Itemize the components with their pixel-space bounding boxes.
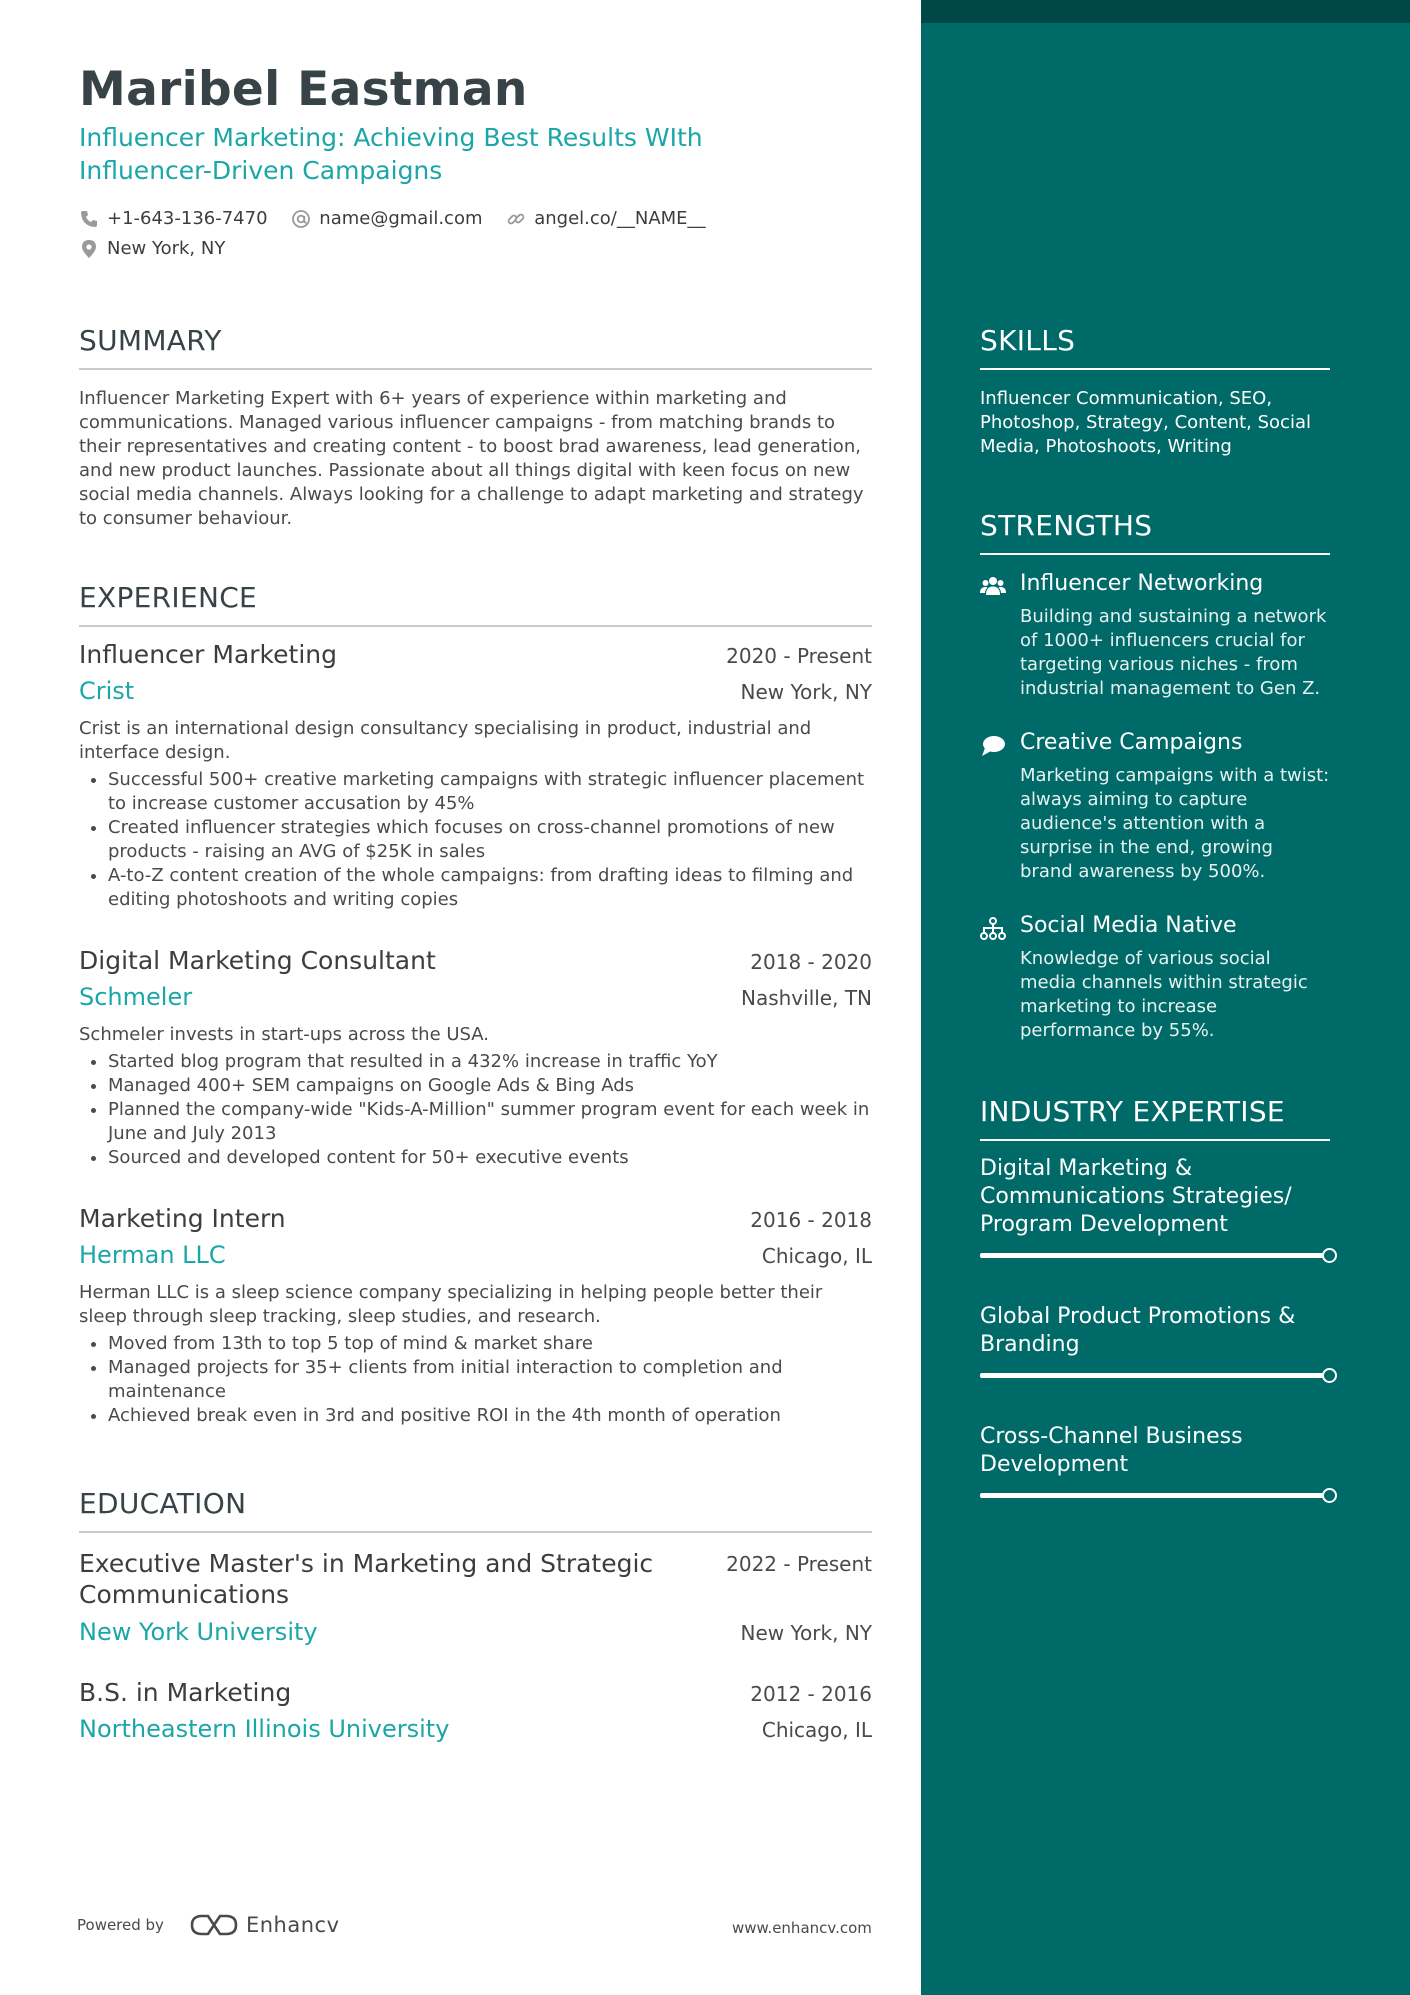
strength-item [980, 912, 1330, 1043]
company-description: Herman LLC is a sleep science company specializing in helping people better their sleep through sleep tracking, sleep studies, and research. [79, 1282, 823, 1327]
phone-text: +1-643-136-7470 [107, 208, 268, 229]
footer-branding[interactable] [77, 1912, 340, 1938]
candidate-name: Maribel Eastman [79, 62, 528, 117]
company-name: Crist [79, 677, 135, 705]
job-dates: 2020 - Present [726, 644, 872, 668]
skills-heading: SKILLS [980, 324, 1330, 370]
strengths-heading: STRENGTHS [980, 509, 1330, 555]
strength-title: Creative Campaigns [1020, 730, 1243, 755]
job-title: Influencer Marketing [79, 640, 337, 669]
job-dates: 2016 - 2018 [750, 1208, 872, 1232]
job-title: Digital Marketing Consultant [79, 946, 436, 975]
job-dates: 2018 - 2020 [750, 950, 872, 974]
strength-description: Knowledge of various social media channels within strategic marketing to increase performance by 55%. [1020, 948, 1308, 1041]
company-name: Herman LLC [79, 1241, 226, 1269]
expertise-level-knob [1322, 1488, 1337, 1503]
strength-item [980, 729, 1330, 884]
expertise-level-knob [1322, 1368, 1337, 1383]
company-description: Crist is an international design consultancy specialising in product, industrial and interface design. [79, 718, 812, 763]
company-description: Schmeler invests in start-ups across the USA. [79, 1024, 490, 1045]
achievement-list [79, 1332, 872, 1428]
achievement-item: • Successful 500+ creative marketing campaigns with strategic influencer placement to increase customer accusation by 45% [108, 768, 872, 816]
expertise-level-bar [980, 1373, 1330, 1378]
contact-info [79, 206, 839, 266]
footer-website[interactable]: www.enhancv.com [732, 1919, 872, 1937]
company-name: Schmeler [79, 983, 193, 1011]
job-location: Chicago, IL [761, 1244, 872, 1268]
experience-entry [79, 1204, 872, 1428]
industry-expertise-heading: INDUSTRY EXPERTISE [980, 1095, 1330, 1141]
job-location: New York, NY [740, 680, 872, 704]
strength-item [980, 570, 1330, 701]
achievement-item: • A-to-Z content creation of the whole campaigns: from drafting ideas to filming and editing photoshoots and writing copies [108, 864, 872, 912]
location-pin-icon [79, 239, 99, 259]
experience-entry [79, 946, 872, 1170]
expertise-level-knob [1322, 1248, 1337, 1263]
strength-description: Marketing campaigns with a twist: always aiming to capture audience's attention with a surprise in the end, growing brand awareness by 500%. [1020, 765, 1330, 882]
expertise-level-bar [980, 1253, 1330, 1258]
education-heading: EDUCATION [79, 1487, 872, 1533]
enhancv-logo-icon [190, 1912, 238, 1938]
expertise-item [980, 1155, 1336, 1258]
strength-title: Influencer Networking [1020, 571, 1264, 596]
achievement-item: • Created influencer strategies which focuses on cross-channel promotions of new products - raising an AVG of $25K in sales [108, 816, 872, 864]
achievement-item: • Managed projects for 35+ clients from initial interaction to completion and maintenance [108, 1356, 872, 1404]
achievement-item: • Started blog program that resulted in a 432% increase in traffic YoY [108, 1050, 872, 1074]
expertise-title: Global Product Promotions & Branding [980, 1304, 1296, 1357]
achievement-item: • Sourced and developed content for 50+ executive events [108, 1146, 872, 1170]
expertise-level-bar [980, 1493, 1330, 1498]
network-icon [980, 916, 1006, 942]
expertise-title: Cross-Channel Business Development [980, 1424, 1243, 1477]
expertise-item [980, 1303, 1336, 1378]
strength-title: Social Media Native [1020, 913, 1237, 938]
powered-by-label: Powered by [77, 1916, 164, 1934]
achievement-item: • Achieved break even in 3rd and positive ROI in the 4th month of operation [108, 1404, 872, 1428]
summary-text: Influencer Marketing Expert with 6+ years of experience within marketing and communications. Managed various influencer campaigns - from matching brands to their representatives and creating content - to boost brad awareness, lead generation, and new product launches. Passionate about all things digital with keen focus on new social media channels. Always looking for a challenge to adapt marketing and strategy to consumer behaviour. [79, 388, 864, 529]
school-location: New York, NY [740, 1621, 872, 1645]
phone-icon [79, 209, 99, 229]
speech-bubble-icon [980, 733, 1006, 759]
strength-description: Building and sustaining a network of 1000+ influencers crucial for targeting various niches - from industrial management to Gen Z. [1020, 606, 1327, 699]
contact-location [79, 236, 225, 261]
job-location: Nashville, TN [740, 986, 872, 1010]
contact-link[interactable] [506, 206, 705, 231]
achievement-item: • Planned the company-wide "Kids-A-Million" summer program event for each week in June and July 2013 [108, 1098, 872, 1146]
sidebar-top-band [921, 0, 1410, 23]
achievement-list [79, 768, 872, 912]
school-name: New York University [79, 1618, 318, 1646]
achievement-item: • Managed 400+ SEM campaigns on Google Ads & Bing Ads [108, 1074, 872, 1098]
contact-phone[interactable] [79, 206, 268, 231]
summary-heading: SUMMARY [79, 324, 872, 370]
school-name: Northeastern Illinois University [79, 1715, 450, 1743]
skills-text: Influencer Communication, SEO, Photoshop, Strategy, Content, Social Media, Photoshoots, Writing [980, 388, 1311, 457]
link-text: angel.co/__NAME__ [534, 208, 706, 229]
achievement-list [79, 1050, 872, 1170]
education-entry [79, 1678, 872, 1743]
education-entry [79, 1548, 872, 1646]
job-title: Marketing Intern [79, 1204, 286, 1233]
degree-dates: 2012 - 2016 [750, 1682, 872, 1706]
expertise-item [980, 1423, 1336, 1498]
degree-title: Executive Master's in Marketing and Strategic Communications [79, 1549, 654, 1609]
experience-entry [79, 640, 872, 912]
degree-dates: 2022 - Present [726, 1552, 872, 1576]
at-icon [291, 209, 311, 229]
degree-title: B.S. in Marketing [79, 1678, 292, 1707]
achievement-item: • Moved from 13th to top 5 top of mind & market share [108, 1332, 872, 1356]
contact-email[interactable] [291, 206, 482, 231]
users-icon [980, 574, 1006, 600]
school-location: Chicago, IL [761, 1718, 872, 1742]
link-icon [506, 209, 526, 229]
candidate-headline: Influencer Marketing: Achieving Best Results WIth Influencer-Driven Campaigns [79, 123, 703, 185]
enhancv-brand-text: Enhancv [245, 1913, 340, 1937]
experience-heading: EXPERIENCE [79, 581, 872, 627]
location-text: New York, NY [107, 238, 226, 259]
expertise-title: Digital Marketing & Communications Strategies/ Program Development [980, 1156, 1292, 1237]
email-text: name@gmail.com [319, 208, 483, 229]
